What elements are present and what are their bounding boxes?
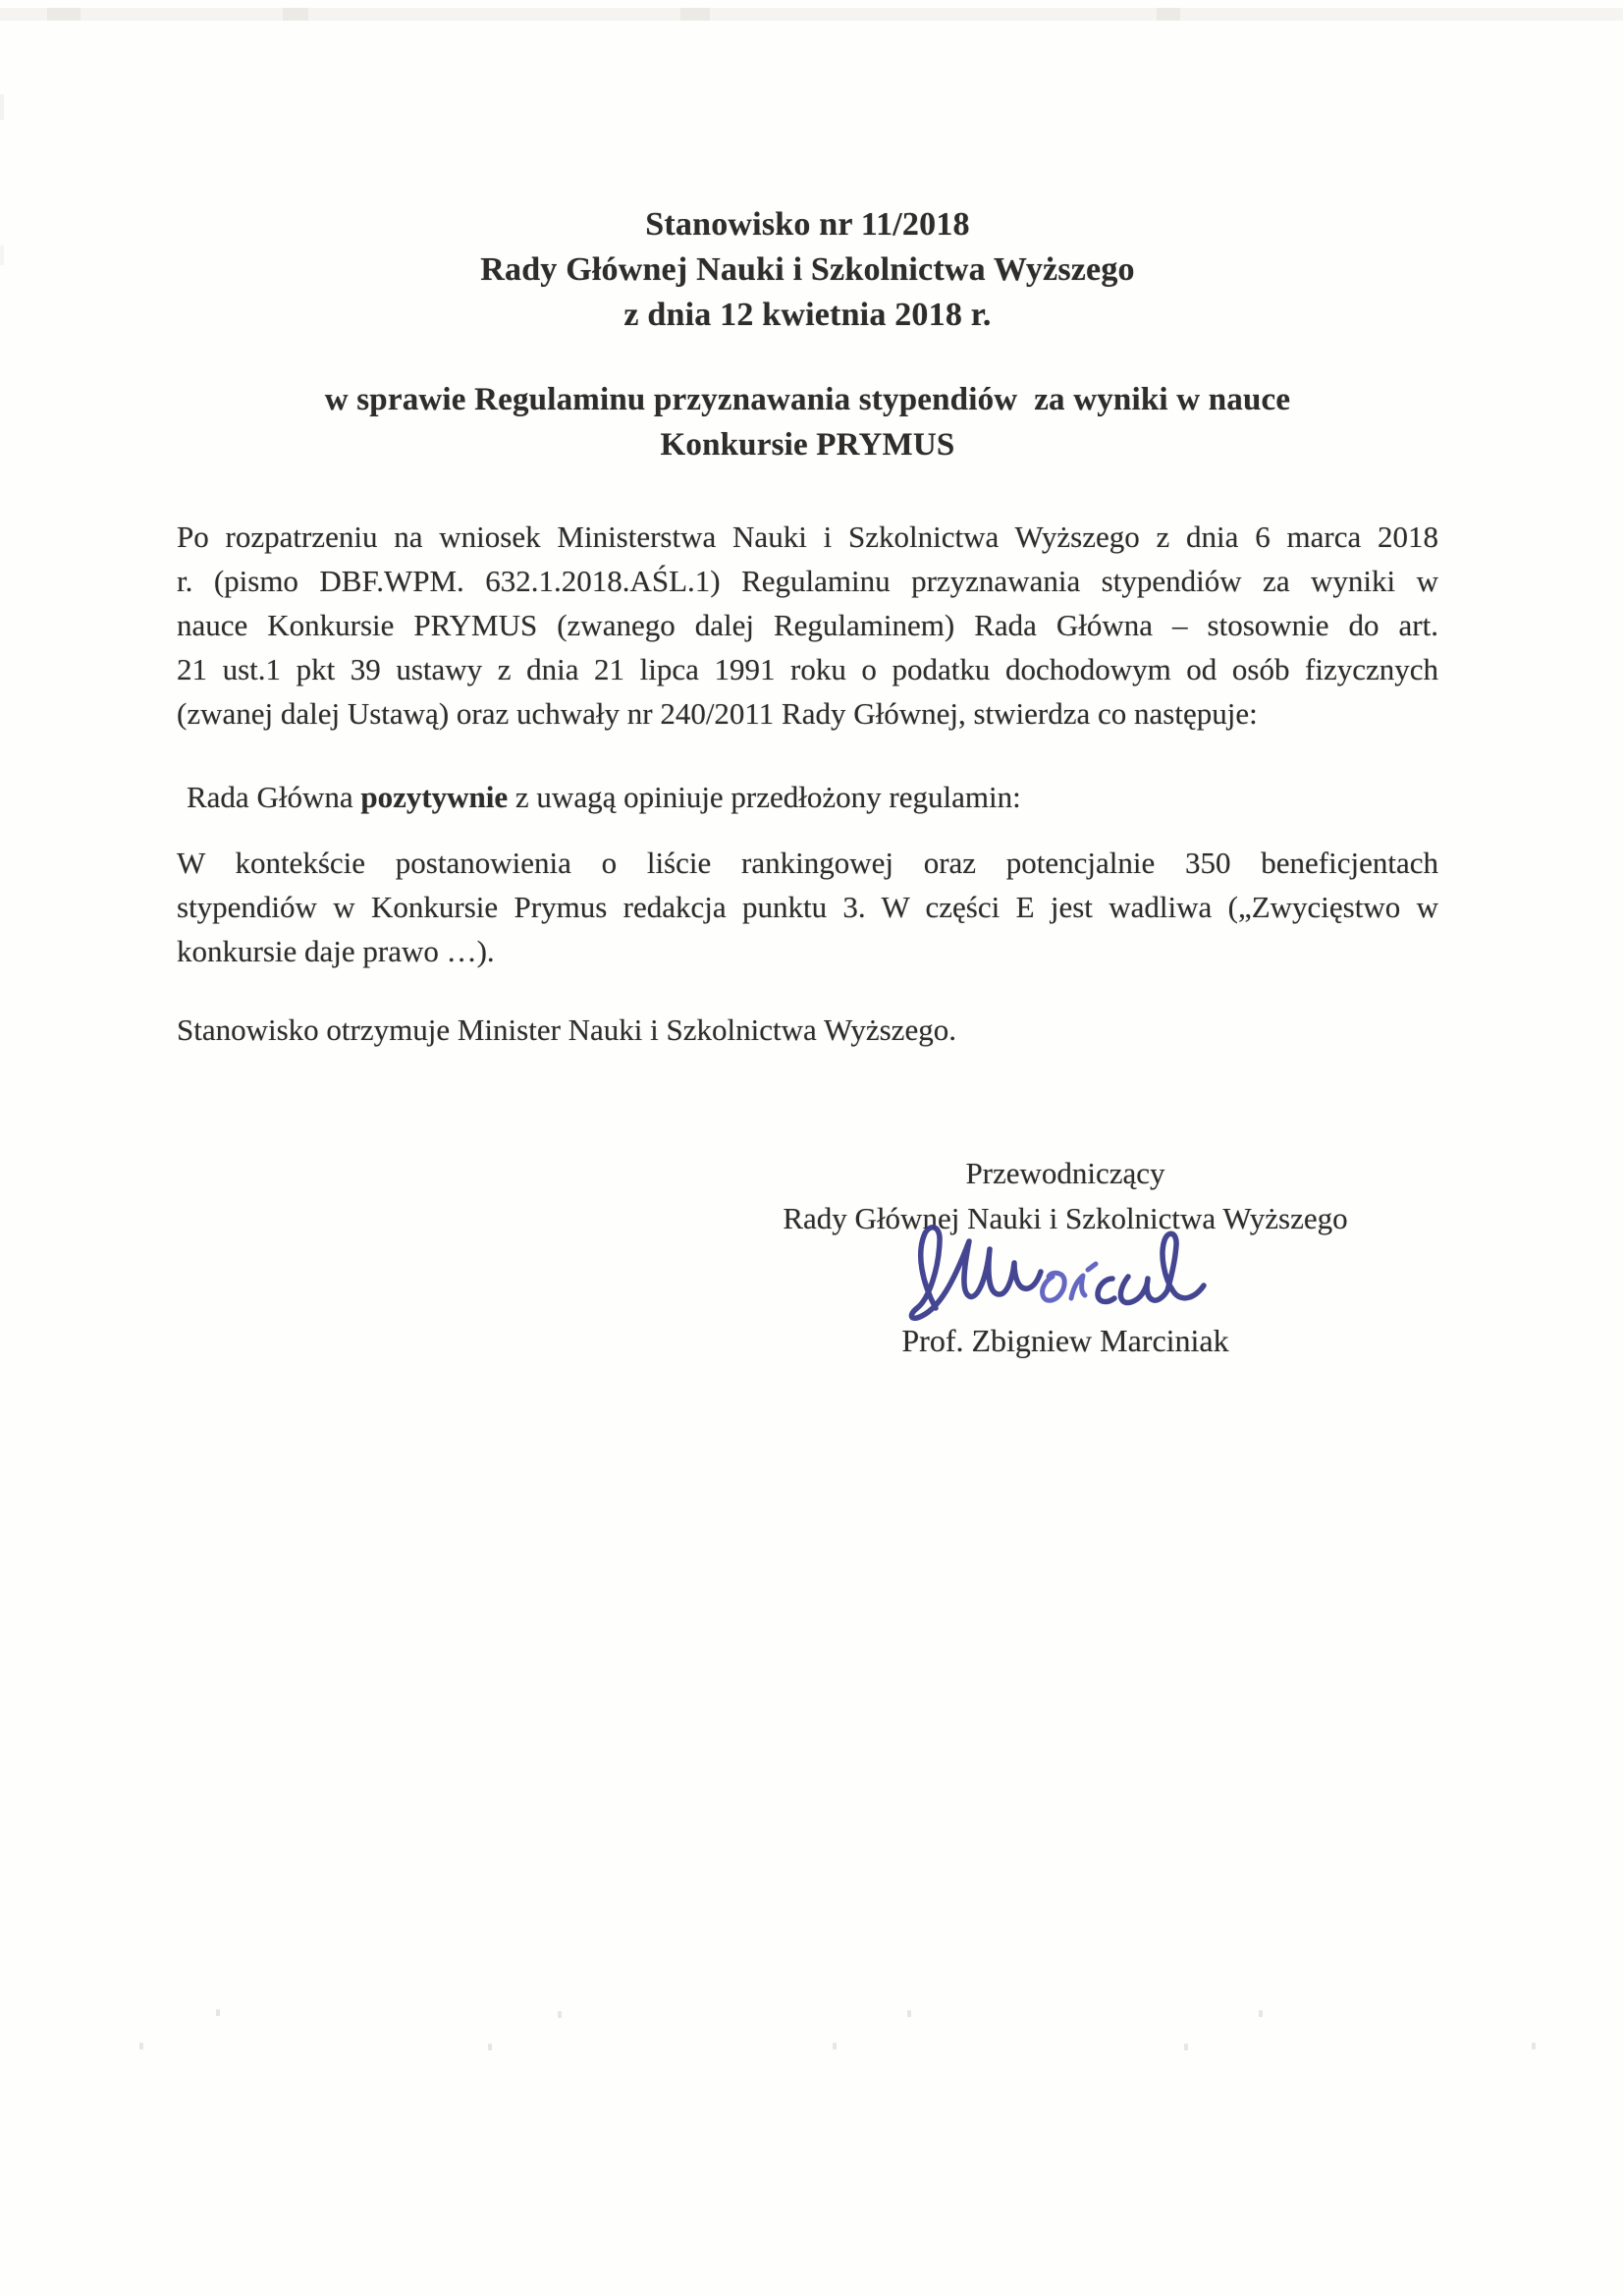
document-subject [177, 377, 1438, 467]
scan-speckle [907, 2010, 911, 2017]
subject-line-2: Konkursie PRYMUS [660, 427, 955, 463]
opinion-prefix: Rada Główna [187, 780, 361, 814]
scan-speckle [1259, 2010, 1263, 2017]
paragraph-opinion [177, 775, 1438, 819]
scan-speckle [1184, 2044, 1188, 2050]
scan-artifact-patch [680, 8, 710, 21]
header-title-line: Stanowisko nr 11/2018 [645, 206, 970, 243]
paragraph-line: konkursie daje prawo …). [177, 934, 495, 968]
signature-name: Prof. Zbigniew Marciniak [901, 1323, 1229, 1358]
scan-speckle [139, 2043, 143, 2050]
scan-artifact-patch [1157, 8, 1180, 21]
scan-speckle [488, 2044, 492, 2050]
paragraph-preamble [177, 515, 1438, 736]
scan-speckle [216, 2009, 220, 2016]
opinion-bold-word: pozytywnie [360, 780, 509, 814]
scan-artifact-edge [0, 246, 4, 265]
header-date-line: z dnia 12 kwietnia 2018 r. [623, 297, 992, 333]
paragraph-line: r. (pismo DBF.WPM. 632.1.2018.AŚL.1) Regulaminu przyznawania stypendiów za wyniki w [177, 564, 1438, 598]
paragraph-line: 21 ust.1 pkt 39 ustawy z dnia 21 lipca 1991 roku o podatku dochodowym od osób fizycznych [177, 652, 1438, 686]
opinion-suffix: z uwagą opiniuje przedłożony regulamin: [508, 780, 1021, 814]
subject-line-1: w sprawie Regulaminu przyznawania stypendiów za wyniki w nauce [324, 382, 1291, 417]
paragraph-line: Po rozpatrzeniu na wniosek Ministerstwa Nauki i Szkolnictwa Wyższego z dnia 6 marca 2018 [177, 519, 1438, 554]
scan-artifact-top-band [0, 8, 1623, 21]
signature-stroke-light [1043, 1264, 1096, 1300]
paragraph-line: W kontekście postanowienia o liście rankingowej oraz potencjalnie 350 beneficjentach [177, 846, 1438, 880]
header-org-line: Rady Głównej Nauki i Szkolnictwa Wyższego [480, 251, 1135, 288]
signature-org: Rady Głównej Nauki i Szkolnictwa Wyższego [783, 1201, 1348, 1235]
signature-role: Przewodniczący [965, 1156, 1165, 1190]
paragraph-line: nauce Konkursie PRYMUS (zwanego dalej Regulaminem) Rada Główna – stosownie do art. [177, 608, 1438, 642]
handwritten-signature [889, 1216, 1213, 1329]
signature-stroke-main [911, 1228, 1041, 1319]
scan-artifact-edge [0, 94, 4, 120]
scan-speckle [1532, 2043, 1536, 2050]
scan-speckle [558, 2011, 562, 2018]
document-header [177, 202, 1438, 338]
paragraph-line: stypendiów w Konkursie Prymus redakcja punktu 3. W części E jest wadliwa („Zwycięstwo w [177, 890, 1438, 924]
scan-artifact-patch [47, 8, 81, 21]
paragraph-line: (zwanej dalej Ustawą) oraz uchwały nr 240/2011 Rady Głównej, stwierdza co następuje: [177, 696, 1258, 731]
paragraph-remark [177, 841, 1438, 973]
signature-stroke-tail [1098, 1233, 1204, 1302]
scan-speckle [833, 2043, 837, 2050]
paragraph-distribution: Stanowisko otrzymuje Minister Nauki i Szkolnictwa Wyższego. [177, 1012, 956, 1047]
scan-artifact-patch [283, 8, 308, 21]
